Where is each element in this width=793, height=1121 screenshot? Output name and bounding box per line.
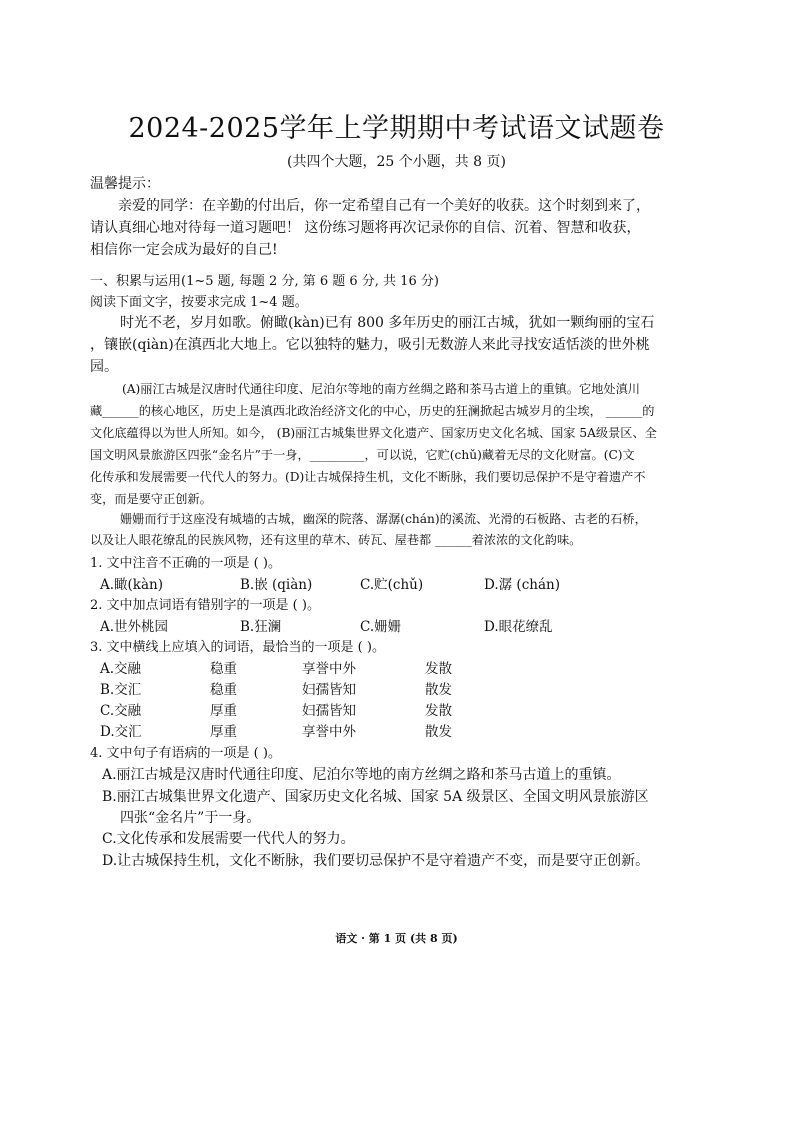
page-subtitle: (共四个大题，25 个小题，共 8 页) [287,154,506,170]
passage-line: (A)丽江古城是汉唐时代通往印度、尼泊尔等地的南方丝绸之路和茶马古道上的重镇。它地处滇川 [122,382,640,396]
passage-line: 国文明风景旅游区四张“金名片”于一身，_________，可以说，它贮(chǔ)藏着无尽的文化财富。(C)文 [90,448,635,462]
option-d[interactable]: D.交汇 [100,724,142,740]
passage-line: 园。 [90,359,118,375]
page-title: 2024-2025学年上学期期中考试语文试题卷 [128,113,665,144]
option-cell: 散发 [425,724,452,740]
passage-line: 以及让人眼花缭乱的民族风物，还有这里的草木、砖瓦、屋巷都 ______着浓浓的文化韵味。 [90,533,582,547]
passage-line: ，镶嵌(qiàn)在滇西北大地上。它以独特的魅力，吸引无数游人来此寻找安适恬淡的世外桃 [90,337,650,353]
option-c[interactable]: C.姗姗 [360,619,402,635]
option-a[interactable]: A.丽江古城是汉唐时代通往印度、尼泊尔等地的南方丝绸之路和茶马古道上的重镇。 [102,767,621,783]
option-d[interactable]: D.眼花缭乱 [484,619,553,635]
option-b[interactable]: B.嵌 (qiàn) [240,577,313,593]
option-cell: 妇孺皆知 [302,682,356,698]
option-cell: 享誉中外 [302,661,356,677]
passage-line: 藏______的核心地区，历史上是滇西北政治经济文化的中心，历史的狂澜掀起古城岁月的尘埃， ______的 [90,404,655,418]
option-a[interactable]: A.交融 [100,661,142,677]
option-cell: 稳重 [210,682,237,698]
passage-line: 姗姗而行于这座没有城墙的古城，幽深的院落、潺潺(chán)的溪流、光滑的石板路、古老的石桥， [120,512,647,526]
option-d[interactable]: D.让古城保持生机，文化不断脉，我们要切忌保护不是守着遗产不变，而是要守正创新。 [102,853,650,869]
question-stem: 2. 文中加点词语有错别字的一项是 ( )。 [90,598,320,613]
option-cell: 稳重 [210,661,237,677]
option-c[interactable]: C.交融 [100,703,142,719]
option-cell: 厚重 [210,724,237,740]
option-c[interactable]: C.贮(chǔ) [360,577,424,593]
tips-line: 相信你一定会成为最好的自己! [90,242,278,258]
passage-line: 文化底蕴得以为世人所知。如今， (B)丽江古城集世界文化遗产、国家历史文化名城、国家 5A级景区、全 [90,426,657,440]
option-a[interactable]: A.瞰(kàn) [100,577,163,593]
option-cell: 妇孺皆知 [302,703,356,719]
passage-line: 化传承和发展需要一代代人的努力。(D)让古城保持生机，文化不断脉，我们要切忌保护不是守着遗产不 [90,470,646,484]
option-b[interactable]: B.交汇 [100,682,142,698]
option-c[interactable]: C.文化传承和发展需要一代代人的努力。 [102,831,355,847]
tips-line: 亲爱的同学：在辛勤的付出后，你一定希望自己有一个美好的收获。这个时刻到来了， [118,198,650,214]
question-stem: 3. 文中横线上应填入的词语，最恰当的一项是 ( )。 [90,640,385,655]
option-cell: 发散 [425,661,452,677]
option-cell: 享誉中外 [302,724,356,740]
passage-line: 时光不老，岁月如歌。俯瞰(kàn)已有 800 多年历史的丽江古城，犹如一颗绚丽的宝石 [120,315,655,331]
option-cell: 发散 [425,703,452,719]
option-b[interactable]: B.狂澜 [240,619,282,635]
question-stem: 4. 文中句子有语病的一项是 ( )。 [90,746,281,761]
option-b[interactable]: B.丽江古城集世界文化遗产、国家历史文化名城、国家 5A 级景区、全国文明风景旅游区 [102,789,649,805]
passage-line: 变，而是要守正创新。 [90,492,212,506]
option-d[interactable]: D.潺 (chán) [484,577,560,593]
tips-heading: 温馨提示： [90,176,160,192]
tips-line: 请认真细心地对待每一道习题吧！ 这份练习题将再次记录你的自信、沉着、智慧和收获， [90,220,641,236]
option-cell: 厚重 [210,703,237,719]
page-footer: 语文 · 第 1 页 (共 8 页) [335,932,458,945]
question-stem: 1. 文中注音不正确的一项是 ( )。 [90,556,281,571]
option-cell: 散发 [425,682,452,698]
option-b-continued: 四张“金名片”于一身。 [120,810,261,826]
section-heading: 一、积累与运用(1~5 题, 每题 2 分, 第 6 题 6 分, 共 16 分) [90,274,439,289]
option-a[interactable]: A.世外桃园 [100,619,169,635]
section-instruction: 阅读下面文字，按要求完成 1~4 题。 [90,295,308,310]
